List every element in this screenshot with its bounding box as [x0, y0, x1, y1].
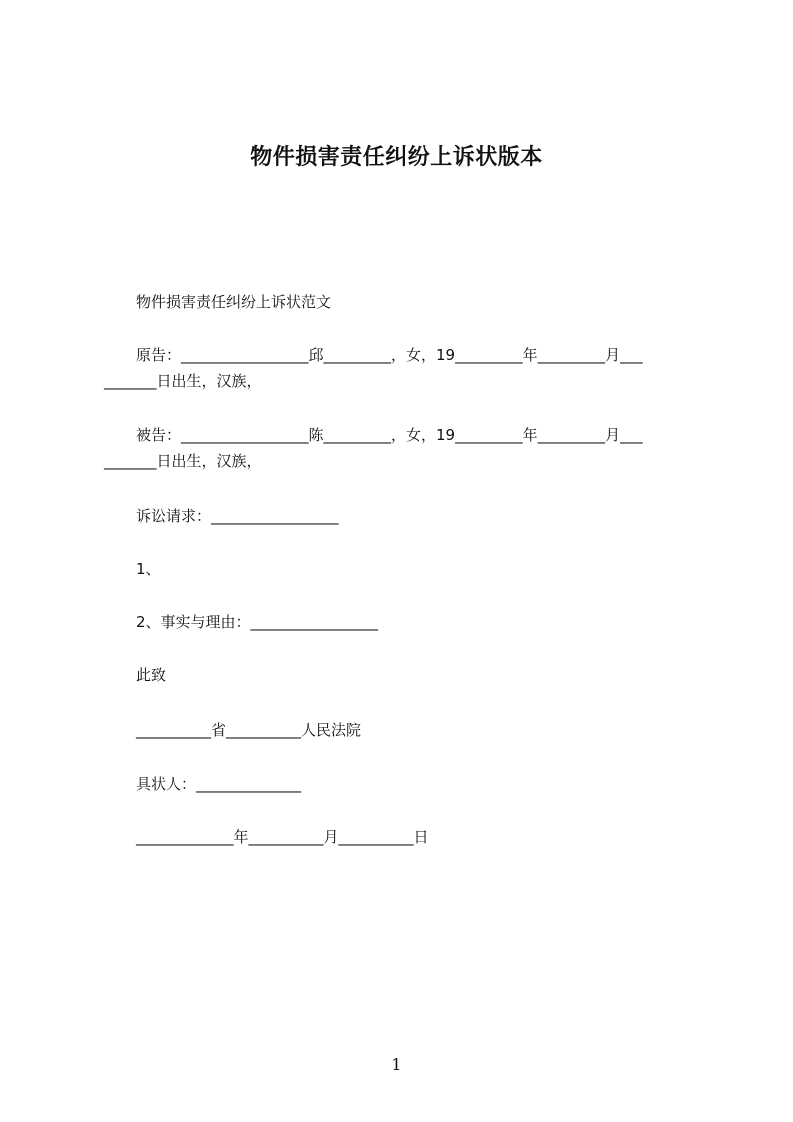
- salutation: 此致: [136, 666, 167, 684]
- page-number: 1: [391, 1055, 402, 1074]
- court-line: __________省__________人民法院: [136, 721, 362, 739]
- facts-and-reasons-line: 2、事实与理由：_________________: [136, 613, 379, 631]
- claim-item-1: 1、: [136, 560, 161, 578]
- plaintiff-line-2: _______日出生，汉族，: [104, 372, 262, 390]
- signer-line: 具状人：______________: [136, 775, 302, 793]
- defendant-line-2: _______日出生，汉族，: [104, 452, 262, 470]
- plaintiff-line-1: 原告：_________________邱_________，女，19_________年_________月___: [136, 346, 643, 364]
- defendant-line-1: 被告：_________________陈_________，女，19_________年_________月___: [136, 426, 643, 444]
- claims-line: 诉讼请求：_________________: [136, 507, 339, 525]
- document-title: 物件损害责任纠纷上诉状版本: [250, 145, 543, 170]
- date-line: _____________年__________月__________日: [136, 828, 429, 846]
- document-subtitle: 物件损害责任纠纷上诉状范文: [136, 293, 332, 311]
